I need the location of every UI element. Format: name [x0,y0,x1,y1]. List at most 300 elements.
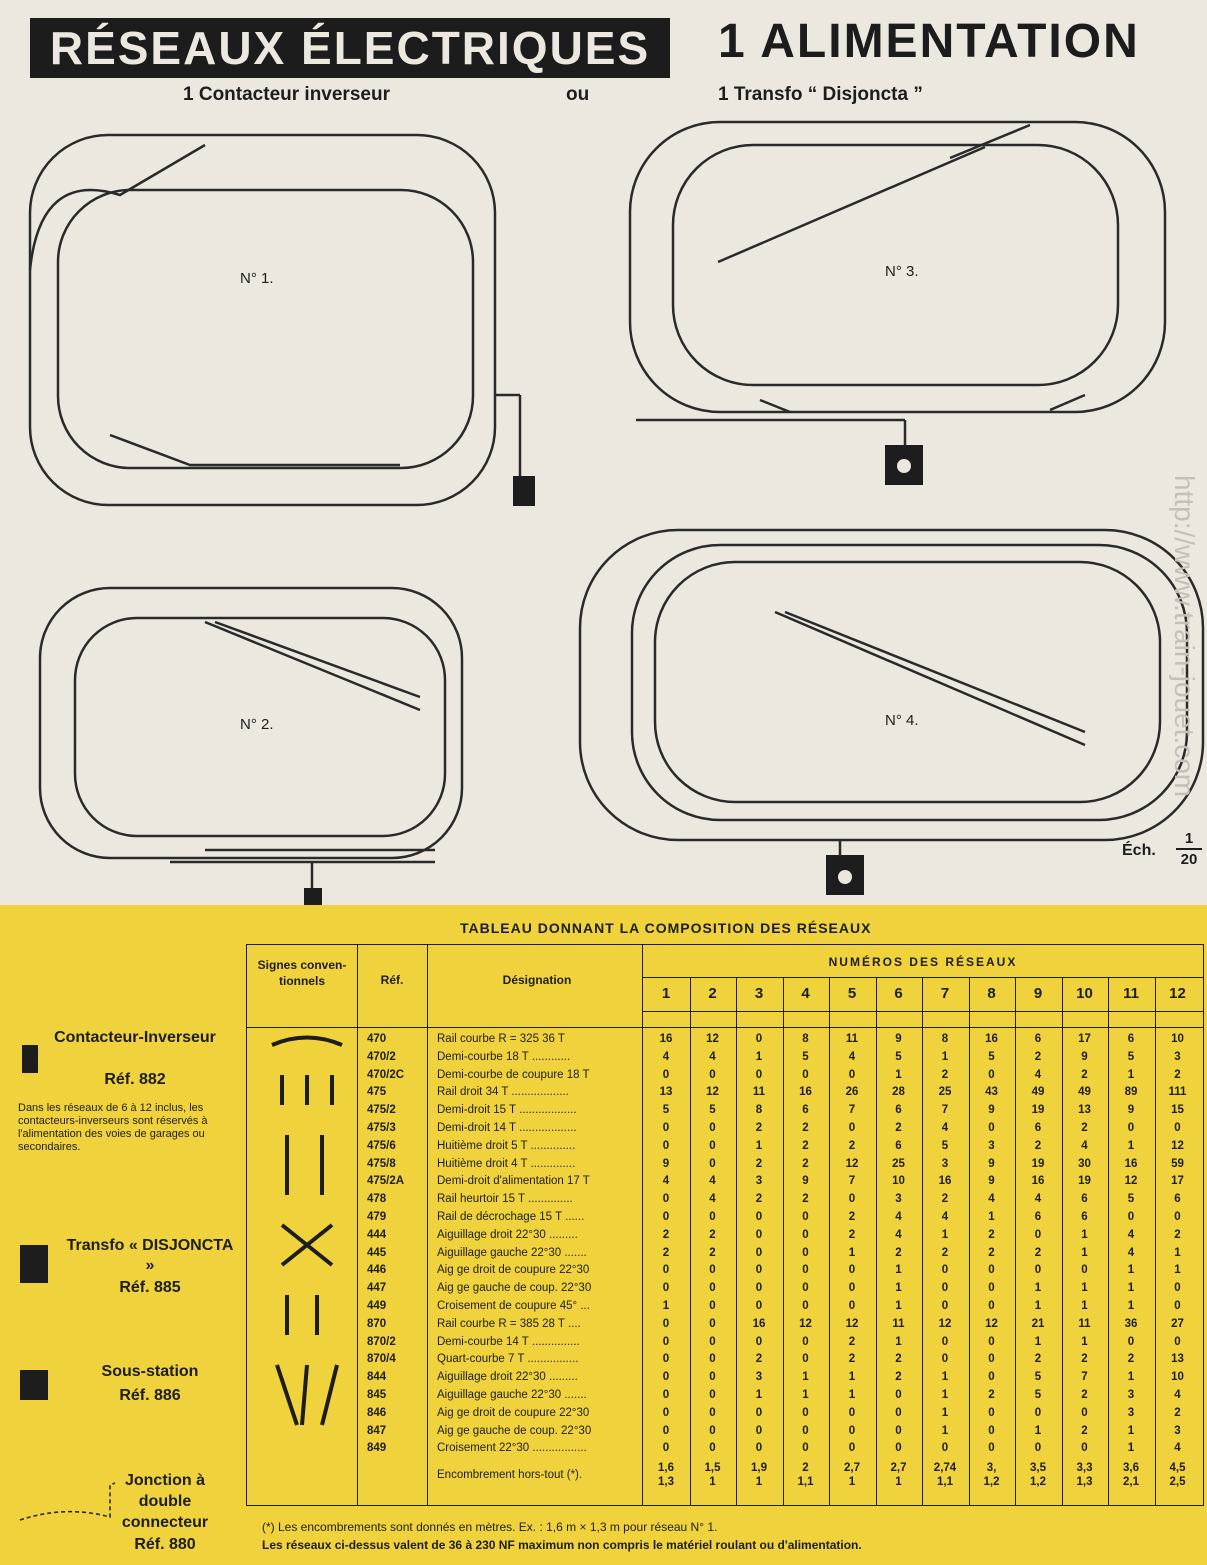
row-value: 11 [752,1086,766,1099]
row-value: 1 [1081,1228,1088,1241]
row-value: 1 [895,1335,902,1348]
grid-line [783,977,784,1505]
row-designation: Aiguillage gauche 22°30 ....... [437,1246,587,1259]
row-designation: Demi-courbe de coupure 18 T [437,1068,590,1081]
row-value: 2 [662,1228,670,1241]
table-row [247,1031,1203,1049]
row-value: 0 [848,1300,856,1312]
row-value: 9 [895,1033,902,1045]
page-title-right: 1 ALIMENTATION [718,15,1140,68]
row-value: 9 [988,1104,995,1117]
row-value: 1 [848,1389,856,1401]
row-value: 59 [1171,1157,1184,1170]
option-contacteur: 1 Contacteur inverseur [183,84,390,105]
row-value: 4 [1081,1139,1088,1152]
row-value: 5 [1127,1193,1135,1206]
table-row [247,1334,1203,1352]
row-value: 36 [1124,1317,1138,1330]
grid-line [427,945,428,1505]
row-value: 4 [1127,1228,1135,1241]
row-value: 0 [662,1424,670,1437]
row-value: 6 [1034,1122,1042,1134]
row-value: 0 [988,1406,995,1419]
network-number-7: 7 [940,985,950,1002]
row-value: 0 [755,1211,763,1223]
row-value: 2 [848,1139,856,1152]
row-value: 0 [662,1068,670,1081]
track-network-3 [630,122,1165,445]
row-value: 0 [1034,1406,1042,1419]
row-value: 1 [1127,1442,1135,1455]
row-value: 1 [755,1050,763,1063]
network-number-3: 3 [754,985,764,1002]
row-value: 0 [709,1211,716,1223]
row-value: 2 [755,1353,763,1366]
row-value: 0 [848,1282,856,1295]
encombrement-length: 1,5 [704,1462,721,1474]
row-ref: 479 [367,1211,387,1223]
row-value: 1 [755,1389,763,1401]
network-number-11: 11 [1123,985,1139,1002]
row-value: 0 [988,1282,995,1295]
network-number-9: 9 [1033,985,1043,1002]
row-value: 0 [1174,1122,1181,1134]
row-value: 9 [1127,1104,1135,1117]
row-value: 1 [1174,1264,1181,1277]
row-value: 3 [1127,1406,1135,1419]
row-value: 16 [1031,1175,1045,1188]
row-designation: Rail heurtoir 15 T .............. [437,1193,573,1206]
diagram-label-4: N° 4. [885,712,919,729]
row-value: 0 [895,1424,902,1437]
row-value: 25 [938,1086,952,1099]
row-value: 16 [752,1317,766,1330]
row-value: 10 [1171,1033,1184,1045]
row-ref: 475/3 [367,1122,396,1134]
row-value: 0 [1174,1335,1181,1348]
grid-line [1015,977,1016,1505]
diagram-label-2: N° 2. [240,716,274,733]
encombrement-length: 2,74 [933,1462,957,1474]
encombrement-value [1062,1461,1108,1489]
row-value: 1 [662,1300,670,1312]
row-value: 6 [802,1104,809,1117]
row-value: 28 [892,1086,905,1099]
row-value: 8 [755,1104,763,1117]
row-value: 3 [895,1193,902,1206]
row-value: 0 [848,1442,856,1455]
row-value: 12 [938,1317,952,1330]
row-value: 111 [1168,1086,1187,1099]
scale-denominator: 20 [1180,851,1198,868]
encombrement-value [969,1461,1015,1489]
row-value: 2 [1081,1389,1088,1401]
row-value: 6 [1174,1193,1181,1206]
row-value: 1 [1127,1300,1135,1312]
row-ref: 870 [367,1317,387,1330]
table-row [247,1049,1203,1067]
header-ref: Réf. [380,973,404,987]
network-number-8: 8 [987,985,996,1002]
table-row [247,1102,1203,1120]
row-designation: Aig ge gauche de coup. 22°30 [437,1424,592,1437]
row-value: 0 [709,1406,716,1419]
encombrement-value [829,1461,875,1489]
row-value: 1 [941,1424,949,1437]
row-value: 2 [988,1228,995,1241]
row-ref: 470/2C [367,1068,405,1081]
row-value: 4 [1174,1442,1181,1455]
row-value: 0 [1174,1282,1181,1295]
row-value: 1 [1034,1300,1042,1312]
row-value: 1 [1127,1068,1135,1081]
footnote-2: Les réseaux ci-dessus valent de 36 à 230 NF maximum non compris le matériel roulant ou d'alimentation. [262,1538,862,1552]
row-value: 4 [709,1050,716,1063]
encombrement-width: 1,2 [983,1476,1000,1488]
row-value: 43 [985,1086,998,1099]
row-value: 0 [755,1424,763,1437]
row-value: 9 [988,1157,995,1170]
row-value: 1 [1034,1335,1042,1348]
row-value: 2 [709,1228,716,1241]
row-value: 5 [802,1050,809,1063]
encombrement-value [1155,1461,1201,1489]
row-value: 16 [799,1086,812,1099]
row-value: 0 [709,1389,716,1401]
row-value: 0 [848,1193,856,1206]
table-row [247,1191,1203,1209]
row-value: 0 [755,1300,763,1312]
row-value: 27 [1171,1317,1184,1330]
option-or: ou [566,84,590,105]
row-value: 0 [662,1211,670,1223]
table-row [247,1067,1203,1085]
row-designation: Huitième droit 5 T .............. [437,1139,576,1152]
row-value: 2 [895,1122,902,1134]
row-value: 0 [662,1442,670,1455]
row-value: 1 [895,1264,902,1277]
row-value: 0 [848,1122,856,1134]
encombrement-width: 1,3 [658,1476,674,1488]
row-value: 0 [802,1264,809,1277]
row-designation: Rail courbe R = 325 36 T [437,1033,565,1045]
row-value: 0 [1081,1264,1088,1277]
row-value: 5 [988,1050,995,1063]
row-ref: 845 [367,1389,387,1401]
row-value: 0 [1034,1228,1042,1241]
encombrement-width: 2,5 [1169,1476,1186,1488]
row-value: 4 [709,1193,716,1206]
encombrement-length: 2,7 [890,1462,907,1474]
encombrement-value [783,1461,829,1489]
encombrement-value [643,1461,689,1489]
row-value: 0 [709,1157,716,1170]
row-designation: Aiguillage droit 22°30 ......... [437,1228,578,1241]
row-value: 1 [941,1050,949,1063]
row-designation: Demi-courbe 18 T ............ [437,1050,571,1063]
row-value: 25 [892,1157,905,1170]
row-value: 0 [895,1442,902,1455]
row-ref: 849 [367,1442,387,1455]
row-ref: 846 [367,1406,387,1419]
row-value: 2 [848,1353,856,1366]
row-value: 10 [1171,1371,1184,1384]
encombrement-width: 1 [848,1476,856,1488]
row-designation: Demi-courbe 14 T ............... [437,1335,580,1348]
row-value: 1 [802,1389,809,1401]
track-network-4 [580,530,1203,860]
row-value: 4 [941,1122,949,1134]
row-designation: Demi-droit 15 T .................. [437,1104,577,1117]
row-value: 6 [1081,1211,1088,1223]
grid-line [642,1011,1203,1012]
encombrement-length: 2,7 [844,1462,860,1474]
row-value: 0 [941,1300,949,1312]
row-ref: 447 [367,1282,387,1295]
row-value: 11 [892,1317,905,1330]
row-value: 2 [709,1246,716,1259]
legend-jonction: Jonction à double connecteur [121,1472,209,1531]
row-value: 0 [848,1406,856,1419]
row-value: 12 [706,1033,719,1045]
row-value: 0 [802,1442,809,1455]
row-value: 0 [802,1228,809,1241]
watermark [1160,475,1207,855]
row-value: 0 [709,1335,716,1348]
row-ref: 475/6 [367,1139,396,1152]
row-value: 2 [755,1157,763,1170]
grid-line [876,977,877,1505]
row-value: 0 [988,1353,995,1366]
table-row [247,1369,1203,1387]
row-value: 0 [709,1264,716,1277]
row-value: 0 [662,1389,670,1401]
row-value: 0 [895,1389,902,1401]
track-network-2 [40,588,462,890]
grid-line [1062,977,1063,1505]
row-value: 0 [802,1424,809,1437]
grid-line [736,977,737,1505]
encombrement-length: 3,3 [1076,1462,1093,1474]
row-ref: 449 [367,1300,387,1312]
row-value: 0 [1081,1442,1088,1455]
encombrement-width: 1,1 [797,1476,814,1488]
table-row [247,1173,1203,1191]
row-value: 0 [709,1300,716,1312]
row-value: 2 [1174,1228,1181,1241]
row-ref: 475/8 [367,1157,396,1170]
row-designation: Quart-courbe 7 T ................ [437,1353,579,1366]
row-value: 1 [1081,1300,1088,1312]
encombrement-value [1015,1461,1061,1489]
row-value: 0 [662,1282,670,1295]
row-value: 9 [662,1157,670,1170]
header-signes: Signes conven- tionnels [257,958,347,988]
row-value: 9 [802,1175,809,1188]
encombrement-width: 2,1 [1123,1476,1139,1488]
row-value: 1 [941,1389,949,1401]
encombrement-length: 1,6 [658,1462,674,1474]
row-value: 2 [1081,1068,1088,1081]
row-value: 16 [1124,1157,1138,1170]
row-value: 1 [895,1300,902,1312]
legend-note: Dans les réseaux de 6 à 12 inclus, les contacteurs-inverseurs sont réservés à l'alimentation des voies de garages ou secondaires. [18,1102,208,1153]
row-value: 0 [988,1068,995,1081]
row-value: 1 [895,1068,902,1081]
row-value: 2 [988,1389,995,1401]
encombrement-width: 1,3 [1076,1476,1093,1488]
row-value: 2 [755,1122,763,1134]
row-value: 0 [755,1335,763,1348]
row-designation: Croisement de coupure 45° ... [437,1300,590,1312]
row-ref: 475/2 [367,1104,396,1117]
row-value: 1 [1081,1246,1088,1259]
row-value: 1 [1081,1335,1088,1348]
row-value: 2 [941,1193,949,1206]
row-value: 0 [662,1264,670,1277]
row-value: 0 [941,1353,949,1366]
row-value: 5 [941,1139,949,1152]
row-value: 1 [941,1371,949,1384]
table-title: TABLEAU DONNANT LA COMPOSITION DES RÉSEAUX [460,920,872,936]
row-value: 0 [802,1246,809,1259]
row-value: 2 [1174,1406,1181,1419]
row-value: 2 [755,1193,763,1206]
row-value: 2 [1081,1122,1088,1134]
encombrement-value [876,1461,922,1489]
header-numeros: NUMÉROS DES RÉSEAUX [828,955,1018,969]
row-value: 4 [895,1211,902,1223]
row-value: 0 [802,1335,809,1348]
row-value: 0 [709,1424,716,1437]
row-value: 49 [1078,1086,1091,1099]
row-value: 2 [1174,1068,1181,1081]
row-value: 4 [662,1175,670,1188]
table-row [247,1405,1203,1423]
row-value: 4 [848,1050,856,1063]
row-value: 12 [1171,1139,1184,1152]
row-ref: 475/2A [367,1175,405,1188]
row-value: 9 [988,1175,995,1188]
encombrement-length: 2 [802,1462,809,1474]
row-value: 19 [1031,1104,1045,1117]
legend-jonction-ref: Réf. 880 [134,1536,196,1553]
legend-contacteur: Contacteur-Inverseur [54,1029,216,1046]
row-value: 0 [662,1139,670,1152]
row-value: 0 [709,1317,716,1330]
row-value: 0 [988,1424,995,1437]
row-value: 7 [848,1175,856,1188]
grid-line [690,977,691,1505]
row-value: 1 [848,1246,856,1259]
row-value: 0 [755,1406,763,1419]
row-value: 0 [988,1442,995,1455]
row-value: 0 [941,1282,949,1295]
row-value: 9 [1081,1050,1088,1063]
row-value: 6 [895,1104,902,1117]
encombrement-length: 1,9 [751,1462,767,1474]
row-value: 6 [1127,1033,1135,1045]
table-row [247,1387,1203,1405]
row-value: 2 [1034,1353,1042,1366]
table-row [247,1084,1203,1102]
row-value: 2 [802,1122,809,1134]
row-value: 16 [938,1175,952,1188]
table-row [247,1440,1203,1458]
encombrement-label: Encombrement hors-tout (*). [437,1469,583,1481]
diagram-label-1: N° 1. [240,270,274,287]
row-value: 2 [988,1246,995,1259]
row-value: 0 [802,1300,809,1312]
page-title: RÉSEAUX ÉLECTRIQUES [30,18,670,78]
row-value: 1 [1174,1246,1181,1259]
row-value: 0 [709,1122,716,1134]
row-value: 4 [1034,1068,1042,1081]
row-value: 2 [895,1353,902,1366]
row-value: 4 [1174,1389,1181,1401]
row-value: 3 [988,1139,995,1152]
row-value: 0 [709,1353,716,1366]
row-ref: 445 [367,1246,387,1259]
encombrement-value [736,1461,782,1489]
row-value: 6 [1081,1193,1088,1206]
row-value: 8 [941,1033,949,1045]
row-value: 2 [1034,1050,1042,1063]
row-value: 1 [1081,1282,1088,1295]
grid-line [1108,977,1109,1505]
row-designation: Aiguillage gauche 22°30 ....... [437,1389,587,1401]
encombrement-width: 1 [709,1476,716,1488]
row-value: 3 [755,1371,763,1384]
row-ref: 475 [367,1086,387,1099]
diagram-label-3: N° 3. [885,263,919,280]
row-value: 0 [709,1282,716,1295]
row-value: 4 [1127,1246,1135,1259]
encombrement-length: 3,5 [1030,1462,1046,1474]
encombrement-width: 1 [895,1476,902,1488]
row-value: 0 [709,1442,716,1455]
row-value: 1 [1034,1424,1042,1437]
row-value: 2 [802,1139,809,1152]
contacteur-icon [22,1045,38,1073]
option-transfo: 1 Transfo “ Disjoncta ” [718,84,923,105]
grid-line [247,1027,1203,1028]
row-value: 3 [1174,1424,1181,1437]
scale-label: Éch. [1122,842,1156,859]
row-value: 2 [662,1246,670,1259]
row-value: 5 [1034,1389,1042,1401]
row-value: 0 [755,1264,763,1277]
row-value: 49 [1031,1086,1045,1099]
grid-line [642,977,1203,978]
row-value: 0 [662,1317,670,1330]
row-value: 1 [1127,1424,1135,1437]
row-value: 0 [895,1406,902,1419]
table-row [247,1138,1203,1156]
row-ref: 847 [367,1424,387,1437]
row-value: 17 [1078,1033,1091,1045]
row-value: 1 [895,1282,902,1295]
row-value: 2 [941,1246,949,1259]
row-value: 16 [659,1033,673,1045]
row-value: 4 [941,1211,949,1223]
legend-transfo-ref: Réf. 885 [119,1279,181,1296]
encombrement-length: 4,5 [1169,1462,1186,1474]
row-value: 2 [941,1068,949,1081]
encombrement-value [922,1461,968,1489]
row-value: 0 [1127,1122,1135,1134]
encombrement-value [1108,1461,1154,1489]
